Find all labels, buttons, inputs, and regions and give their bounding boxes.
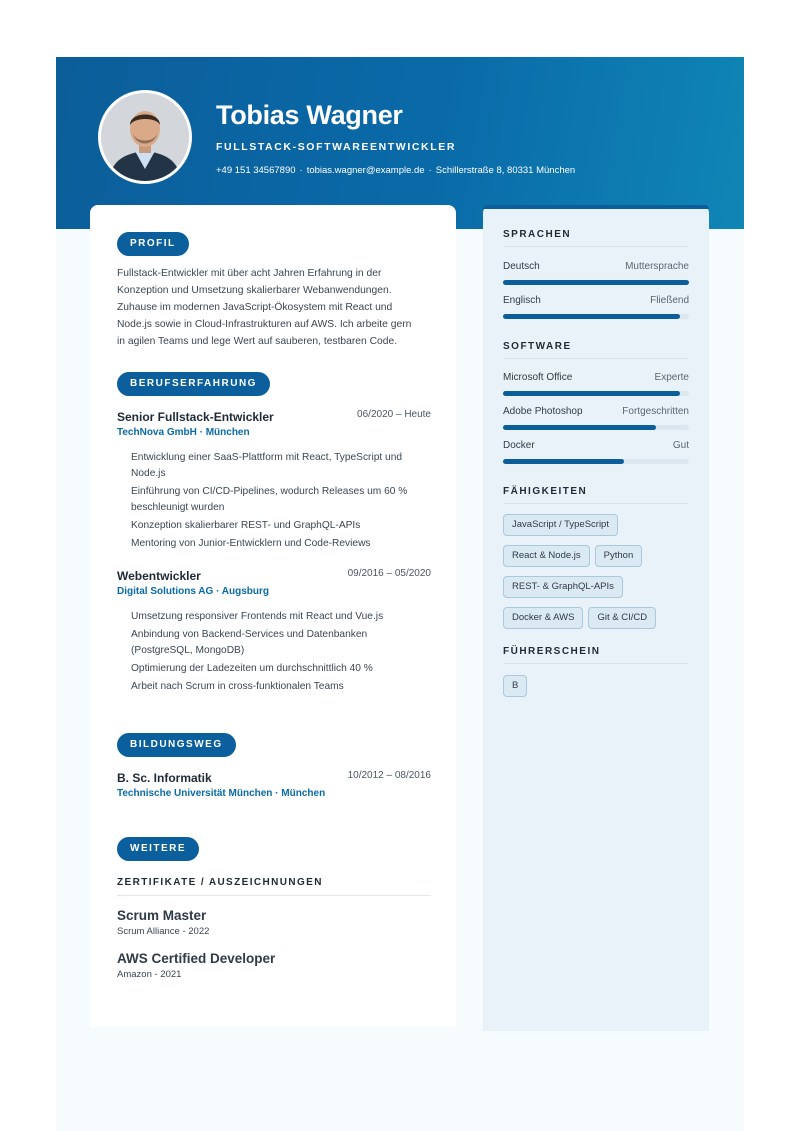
job-bullet: Konzeption skalierbarer REST- und GraphQL-APIs — [131, 520, 361, 531]
level-bar-fill — [503, 425, 656, 430]
level-bar-fill — [503, 280, 689, 285]
job-company: TechNova GmbH · München — [117, 427, 250, 438]
section-heading-languages: SPRACHEN — [503, 229, 689, 247]
section-heading-more: WEITERE — [117, 837, 199, 861]
sidebar-column — [483, 205, 709, 1031]
level-bar — [503, 280, 689, 285]
software-item — [503, 406, 689, 430]
job-bullet: Mentoring von Junior-Entwicklern und Code-Reviews — [131, 538, 371, 549]
skill-tag: Docker & AWS — [503, 607, 583, 629]
job-bullet: Einführung von CI/CD-Pipelines, wodurch Releases um 60 % beschleunigt wurden — [131, 486, 408, 513]
job-bullet: Umsetzung responsiver Frontends mit React und Vue.js — [131, 611, 384, 622]
job-role: Webentwickler — [117, 569, 201, 583]
section-heading-software: SOFTWARE — [503, 341, 689, 359]
job-company: Digital Solutions AG · Augsburg — [117, 586, 270, 597]
certificate-name: AWS Certified Developer — [117, 951, 276, 966]
section-heading-education: BILDUNGSWEG — [117, 733, 236, 757]
software-name: Microsoft Office — [503, 372, 573, 383]
section-heading-license: FÜHRERSCHEIN — [503, 646, 689, 664]
level-bar — [503, 425, 689, 430]
skill-tag: JavaScript / TypeScript — [503, 514, 618, 536]
section-heading-experience: BERUFSERFAHRUNG — [117, 372, 270, 396]
level-bar-fill — [503, 314, 680, 319]
job-entry — [117, 408, 431, 554]
skill-tag: React & Node.js — [503, 545, 590, 567]
skills-tag-list — [503, 514, 703, 638]
level-bar — [503, 314, 689, 319]
profile-summary: Fullstack-Entwickler mit über acht Jahren Erfahrung in der Konzeption und Umsetzung skalierbarer Webanwendungen. Zuhause im modernen JavaScript-Ökosystem mit React und Node.js sowie in Cloud-Infrastrukturen auf AWS. Ich arbeite gern in agilen Teams und lege Wert auf sauberen, testbaren Code. — [117, 268, 412, 347]
language-name: Deutsch — [503, 261, 540, 272]
level-bar-fill — [503, 459, 624, 464]
job-bullet: Anbindung von Backend-Services und Datenbanken (PostgreSQL, MongoDB) — [131, 629, 368, 656]
certificates-subheading: ZERTIFIKATE / AUSZEICHNUNGEN — [117, 877, 431, 896]
certificate-name: Scrum Master — [117, 908, 207, 923]
job-role: Senior Fullstack-Entwickler — [117, 410, 274, 424]
job-dates: 06/2020 – Heute — [357, 409, 431, 420]
software-item — [503, 372, 689, 396]
job-bullet: Arbeit nach Scrum in cross-funktionalen Teams — [131, 681, 344, 692]
job-dates: 09/2016 – 05/2020 — [347, 568, 431, 579]
level-bar-fill — [503, 391, 680, 396]
job-entry — [117, 567, 431, 697]
software-level: Fortgeschritten — [622, 406, 689, 417]
degree-name: B. Sc. Informatik — [117, 771, 212, 785]
skill-tag: Git & CI/CD — [588, 607, 656, 629]
contact-separator: · — [299, 165, 303, 176]
email-address: tobias.wagner@example.de — [306, 165, 425, 176]
profile-photo — [98, 90, 192, 184]
job-bullet-list — [117, 609, 431, 695]
education-entry — [117, 769, 431, 799]
section-heading-profile: PROFIL — [117, 232, 189, 256]
phone-number: +49 151 34567890 — [216, 165, 296, 176]
language-level: Muttersprache — [625, 261, 689, 272]
candidate-job-title: FULLSTACK-SOFTWAREENTWICKLER — [216, 141, 456, 153]
job-bullet: Entwicklung einer SaaS-Plattform mit React, TypeScript und Node.js — [131, 452, 403, 479]
education-dates: 10/2012 – 08/2016 — [347, 770, 431, 781]
candidate-name: Tobias Wagner — [216, 100, 403, 130]
certificate-item — [117, 908, 209, 937]
certificate-item — [117, 951, 275, 980]
language-item — [503, 295, 689, 319]
main-column — [90, 205, 456, 1027]
job-bullet: Optimierung der Ladezeiten um durchschnittlich 40 % — [131, 663, 373, 674]
language-level: Fließend — [650, 295, 689, 306]
header-banner — [56, 57, 744, 229]
postal-address: Schillerstraße 8, 80331 München — [435, 165, 576, 176]
skill-tag: REST- & GraphQL-APIs — [503, 576, 623, 598]
software-item — [503, 440, 689, 464]
software-name: Docker — [503, 440, 535, 451]
software-level: Experte — [654, 372, 689, 383]
license-tag-list — [503, 675, 703, 706]
software-name: Adobe Photoshop — [503, 406, 583, 417]
license-tag: B — [503, 675, 527, 697]
person-avatar-icon — [101, 93, 189, 181]
certificate-issuer: Amazon - 2021 — [117, 969, 182, 980]
section-heading-skills: FÄHIGKEITEN — [503, 486, 689, 504]
job-bullet-list — [117, 450, 431, 552]
school-name: Technische Universität München · München — [117, 788, 326, 799]
level-bar — [503, 391, 689, 396]
language-item — [503, 261, 689, 285]
contact-separator: · — [428, 165, 432, 176]
language-name: Englisch — [503, 295, 541, 306]
resume-page — [56, 57, 744, 1131]
skill-tag: Python — [595, 545, 643, 567]
contact-line — [216, 165, 575, 176]
software-level: Gut — [672, 440, 689, 451]
level-bar — [503, 459, 689, 464]
certificate-issuer: Scrum Alliance - 2022 — [117, 926, 210, 937]
